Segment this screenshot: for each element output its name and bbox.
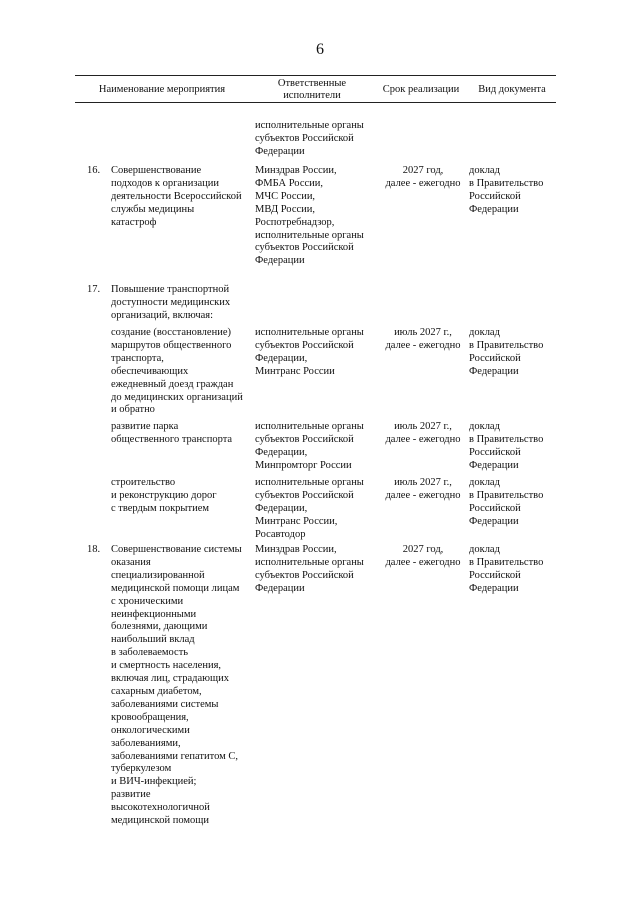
text-line: Федерации, [255, 502, 308, 514]
text-line: сахарным диабетом, [111, 685, 202, 697]
text-line: Совершенствование [111, 165, 202, 176]
row-term [375, 544, 471, 570]
text-line: с твердым покрытием [111, 502, 209, 514]
text-line: субъектов Российской [255, 132, 354, 144]
row-number: 16. [87, 165, 101, 176]
text-line: субъектов Российской [255, 339, 354, 351]
text-line: в заболеваемость [111, 647, 189, 659]
text-line: доклад [469, 544, 500, 555]
text-line: МВД России, [255, 203, 316, 215]
text-line: туберкулезом [111, 763, 172, 775]
text-line: и обратно [111, 404, 155, 416]
text-line: создание (восстановление) [111, 327, 231, 338]
text-line: кровообращения, [111, 711, 189, 723]
text-line: июль 2027 г., [394, 477, 452, 488]
text-line: Повышение транспортной [111, 284, 230, 295]
text-line: Минпромторг России [255, 459, 352, 471]
text-line: Федерации [255, 255, 305, 267]
text-line: и ВИЧ-инфекцией; [111, 776, 197, 788]
row-responsible [255, 477, 364, 542]
text-line: в Правительство [469, 177, 544, 189]
text-line: Российской [469, 190, 521, 202]
row-term [375, 477, 471, 503]
text-line: доклад [469, 477, 500, 488]
text-line: наибольший вклад [111, 634, 195, 646]
text-line: в Правительство [469, 433, 544, 445]
row-responsible [255, 165, 364, 268]
text-line: Совершенствование системы [111, 544, 242, 555]
row-responsible [255, 327, 364, 379]
header-term: Срок реализации [382, 84, 460, 95]
text-line: Федерации [255, 145, 305, 157]
row-responsible [255, 421, 364, 473]
row-name [111, 284, 230, 323]
text-line: субъектов Российской [255, 569, 354, 581]
text-line: Минтранс России [255, 365, 335, 377]
text-line: заболеваниями гепатитом С, [111, 750, 239, 762]
header-responsible-line2: исполнители [283, 90, 341, 101]
text-line: включая лиц, страдающих [111, 673, 229, 685]
text-line: онкологическими [111, 724, 190, 736]
text-line: Федерации, [255, 446, 308, 458]
text-line: развитие [111, 789, 151, 801]
text-line: ФМБА России, [255, 177, 324, 189]
text-line: Федерации [469, 515, 519, 527]
text-line: исполнительные органы [255, 229, 364, 241]
table-top-rule [75, 75, 556, 76]
text-line: медицинской помощи [111, 815, 209, 827]
text-line: Минздрав России, [255, 544, 337, 555]
row-document [469, 327, 543, 379]
text-line: общественного транспорта [111, 433, 233, 445]
row-document [469, 477, 543, 529]
text-line: 2027 год, [402, 165, 444, 176]
text-line: далее - ежегодно [385, 177, 461, 189]
text-line: подходов к организации [111, 177, 219, 189]
text-line: Минтранс России, [255, 515, 338, 527]
text-line: далее - ежегодно [385, 433, 461, 445]
text-line: доклад [469, 421, 500, 432]
text-line: субъектов Российской [255, 242, 354, 254]
text-line: Российской [469, 502, 521, 514]
text-line: в Правительство [469, 556, 544, 568]
text-line: Минздрав России, [255, 165, 337, 176]
row-name [111, 421, 232, 447]
text-line: исполнительные органы [255, 421, 364, 432]
text-line: доклад [469, 327, 500, 338]
text-line: Российской [469, 569, 521, 581]
text-line: заболеваниями, [111, 737, 181, 749]
text-line: июль 2027 г., [394, 421, 452, 432]
row-name [111, 327, 243, 417]
text-line: неинфекционными [111, 608, 197, 620]
header-responsible [250, 78, 374, 102]
row-document [469, 165, 543, 217]
text-line: Федерации [469, 203, 519, 215]
header-name: Наименование мероприятия [98, 84, 226, 95]
text-line: и реконструкцию дорог [111, 489, 217, 501]
text-line: доступности медицинских [111, 296, 231, 308]
row-name [111, 477, 217, 516]
text-line: и смертность населения, [111, 660, 222, 672]
text-line: Росавтодор [255, 528, 306, 540]
text-line: строительство [111, 477, 176, 488]
text-line: с хроническими [111, 595, 184, 607]
header-document: Вид документа [478, 84, 546, 95]
row-number: 17. [87, 284, 101, 295]
text-line: исполнительные органы [255, 120, 364, 131]
text-line: болезнями, дающими [111, 621, 208, 633]
text-line: субъектов Российской [255, 433, 354, 445]
text-line: в Правительство [469, 339, 544, 351]
text-line: до медицинских организаций [111, 391, 243, 403]
text-line: заболеваниями системы [111, 698, 219, 710]
continuation-responsible [255, 120, 364, 159]
text-line: Федерации [469, 365, 519, 377]
text-line: исполнительные органы [255, 556, 364, 568]
text-line: субъектов Российской [255, 489, 354, 501]
text-line: обеспечивающих [111, 365, 189, 377]
row-document [469, 421, 543, 473]
row-responsible [255, 544, 364, 596]
text-line: Федерации, [255, 352, 308, 364]
text-line: развитие парка [111, 421, 179, 432]
text-line: оказания [111, 556, 151, 568]
text-line: исполнительные органы [255, 327, 364, 338]
text-line: катастроф [111, 216, 157, 228]
text-line: Российской [469, 352, 521, 364]
text-line: 2027 год, [402, 544, 444, 555]
text-line: маршрутов общественного [111, 339, 232, 351]
text-line: исполнительные органы [255, 477, 364, 488]
text-line: далее - ежегодно [385, 556, 461, 568]
text-line: транспорта, [111, 352, 164, 364]
header-responsible-line1: Ответственные [277, 78, 347, 89]
text-line: специализированной [111, 569, 205, 581]
text-line: далее - ежегодно [385, 339, 461, 351]
row-name [111, 544, 242, 828]
text-line: далее - ежегодно [385, 489, 461, 501]
text-line: организаций, включая: [111, 309, 214, 321]
row-term [375, 421, 471, 447]
text-line: высокотехнологичной [111, 802, 210, 814]
text-line: деятельности Всероссийской [111, 190, 242, 202]
table-header-rule [75, 102, 556, 103]
text-line: в Правительство [469, 489, 544, 501]
row-number: 18. [87, 544, 101, 555]
text-line: июль 2027 г., [394, 327, 452, 338]
text-line: медицинской помощи лицам [111, 582, 240, 594]
text-line: службы медицины [111, 203, 195, 215]
text-line: ежедневный доезд граждан [111, 378, 234, 390]
text-line: Российской [469, 446, 521, 458]
row-name [111, 165, 242, 230]
text-line: доклад [469, 165, 500, 176]
page-number: 6 [316, 41, 324, 58]
row-term [375, 327, 471, 353]
text-line: МЧС России, [255, 190, 316, 202]
text-line: Федерации [255, 582, 305, 594]
text-line: Федерации [469, 459, 519, 471]
text-line: Федерации [469, 582, 519, 594]
row-document [469, 544, 543, 596]
text-line: Роспотребнадзор, [255, 216, 335, 228]
row-term [375, 165, 471, 191]
